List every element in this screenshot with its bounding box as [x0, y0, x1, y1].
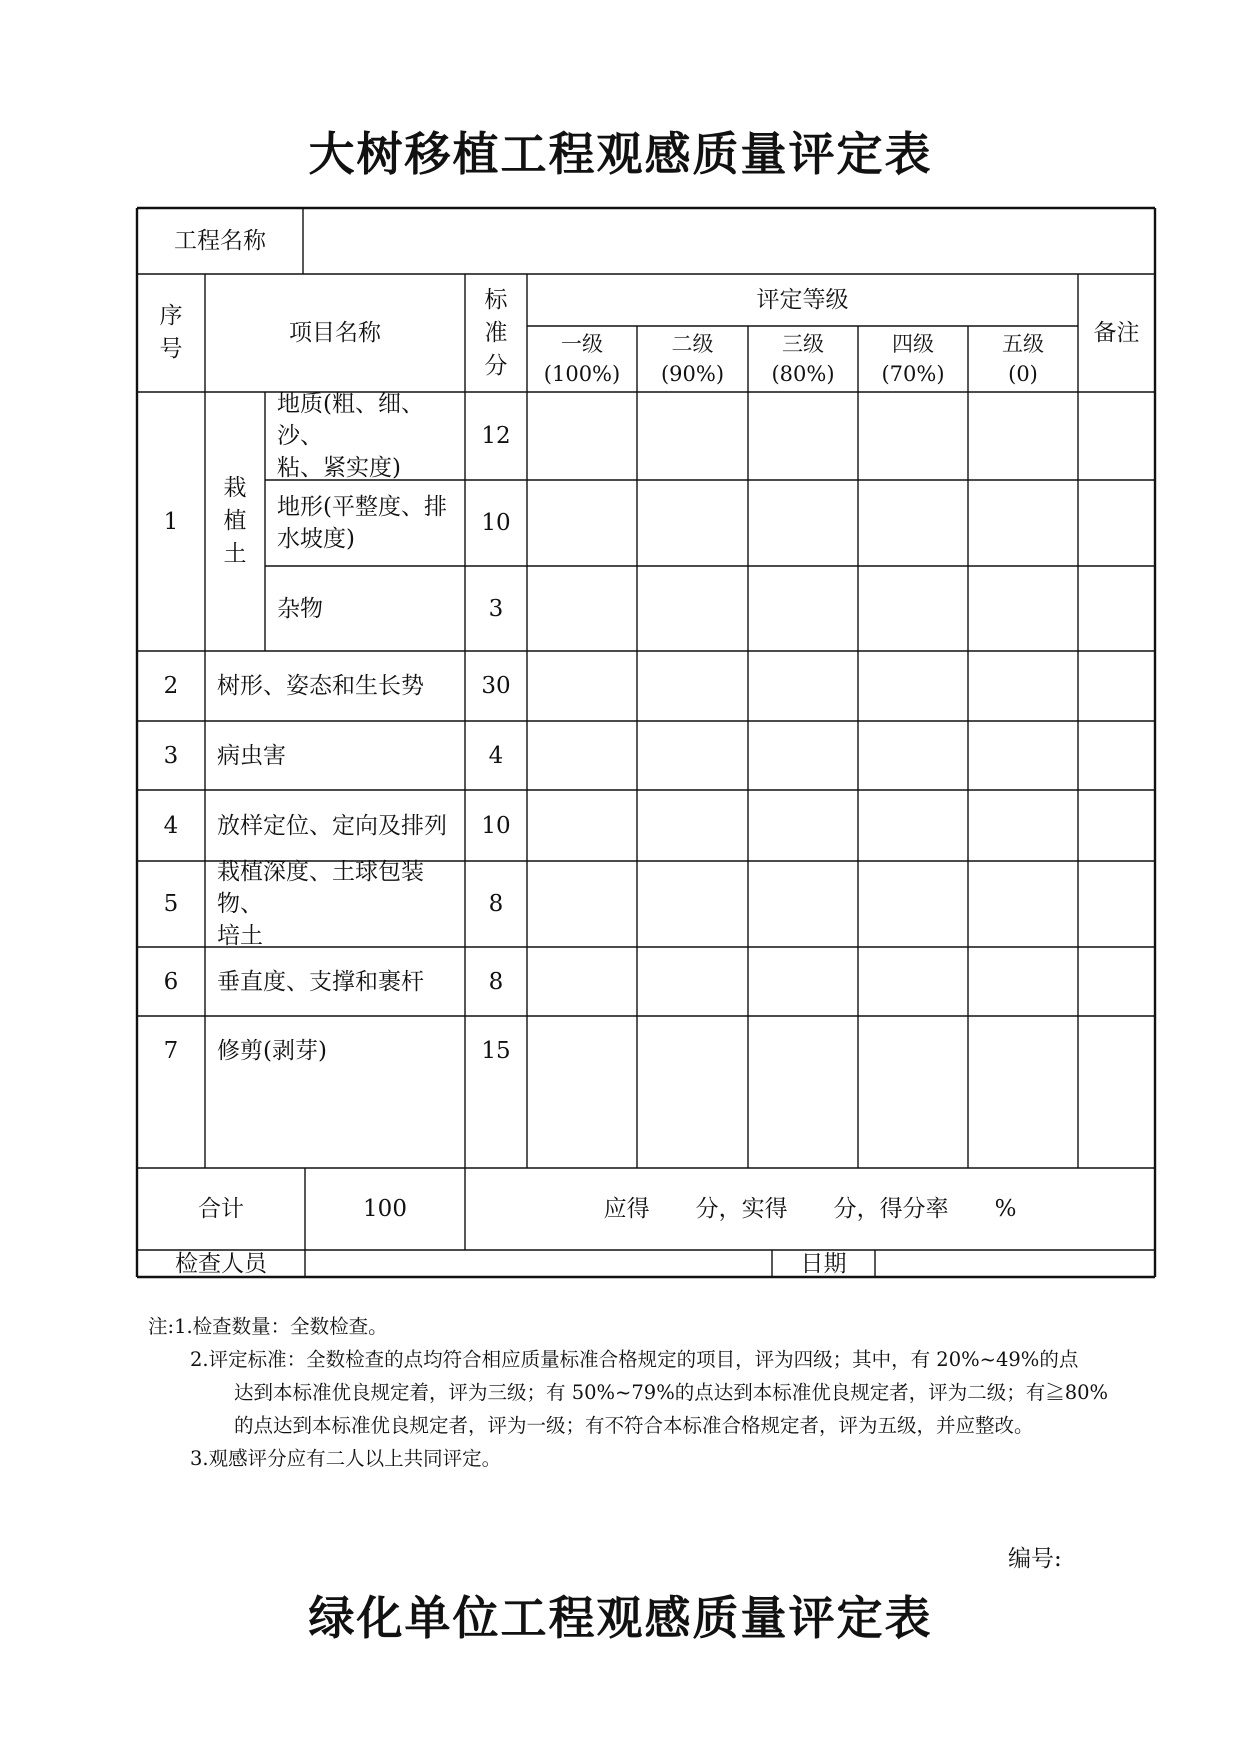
row-1-subitem-3-score: 3: [488, 595, 504, 622]
header-grade-1: 一级 (100%): [543, 332, 621, 386]
row-6-item: 垂直度、支撑和裹杆: [217, 968, 424, 995]
project-name-value: [303, 208, 1155, 274]
row-5-item: 栽植深度、土球包装物、 培土: [217, 859, 424, 949]
row-7-item: 修剪(剥芽): [217, 1038, 327, 1064]
row-2-item: 树形、姿态和生长势: [217, 673, 424, 699]
row-6-seq: 6: [163, 968, 179, 995]
row-1-group-name: 栽 植 土: [223, 475, 247, 567]
date-value: [875, 1250, 1155, 1277]
row-1-subitem-2-score: 10: [481, 510, 511, 536]
row-2-score: 30: [481, 673, 511, 699]
row-1-subitem-1-score: 12: [481, 423, 511, 449]
date-label: 日期: [800, 1250, 847, 1277]
row-3-seq: 3: [163, 742, 179, 769]
row-5-seq: 5: [163, 891, 179, 917]
note-2-line-2: 达到本标准优良规定着，评为三级；有 50%~79%的点达到本标准优良规定者，评为二级；有≧80%: [234, 1381, 1109, 1404]
note-3: 3.观感评分应有二人以上共同评定。: [190, 1447, 502, 1470]
project-name-label: 工程名称: [174, 228, 266, 254]
inspector-label: 检查人员: [175, 1250, 267, 1277]
row-6-score: 8: [488, 968, 504, 995]
header-grade-group: 评定等级: [756, 287, 849, 313]
row-3-score: 4: [488, 742, 504, 769]
page-title: 大树移植工程观感质量评定表: [308, 127, 933, 181]
row-7-seq: 7: [163, 1038, 179, 1064]
note-2-line-3: 的点达到本标准优良规定者，评为一级；有不符合本标准合格规定者，评为五级，并应整改。: [234, 1414, 1034, 1437]
note-1: 1.检查数量：全数检查。: [174, 1315, 388, 1338]
row-2-seq: 2: [163, 673, 179, 699]
row-1-seq: 1: [163, 508, 179, 535]
row-4-seq: 4: [163, 812, 179, 839]
row-1-subitem-2: 地形(平整度、排 水坡度): [277, 494, 447, 552]
header-item-name: 项目名称: [289, 320, 381, 346]
header-seq: 序 号: [159, 303, 183, 362]
notes-prefix: 注:: [148, 1315, 175, 1338]
note-2-line-1: 2.评定标准：全数检查的点均符合相应质量标准合格规定的项目，评为四级；其中，有 20%~49%的点: [190, 1348, 1079, 1371]
row-4-score: 10: [481, 812, 511, 839]
total-summary: 应得 分，实得 分，得分率 %: [603, 1196, 1017, 1222]
total-label: 合计: [198, 1196, 244, 1222]
header-standard-score: 标 准 分: [484, 286, 508, 379]
header-grade-4: 四级 (70%): [881, 332, 945, 386]
header-remark: 备注: [1093, 320, 1140, 346]
second-page-title: 绿化单位工程观感质量评定表: [308, 1591, 933, 1645]
total-value: 100: [363, 1196, 407, 1222]
inspector-value: [305, 1250, 772, 1277]
row-1-subitem-3: 杂物: [277, 595, 323, 622]
row-3-item: 病虫害: [217, 742, 286, 769]
header-grade-2: 二级 (90%): [660, 332, 725, 386]
header-grade-5: 五级 (0): [1002, 332, 1044, 386]
row-1-subitem-1: 地质(粗、细、沙、 粘、紧实度): [277, 391, 424, 481]
row-4-item: 放样定位、定向及排列: [217, 812, 447, 839]
header-grade-3: 三级 (80%): [771, 332, 835, 386]
notes: [148, 1310, 1158, 1475]
serial-number-label: 编号:: [1008, 1546, 1062, 1572]
row-7-score: 15: [481, 1038, 511, 1064]
row-5-score: 8: [488, 891, 504, 917]
